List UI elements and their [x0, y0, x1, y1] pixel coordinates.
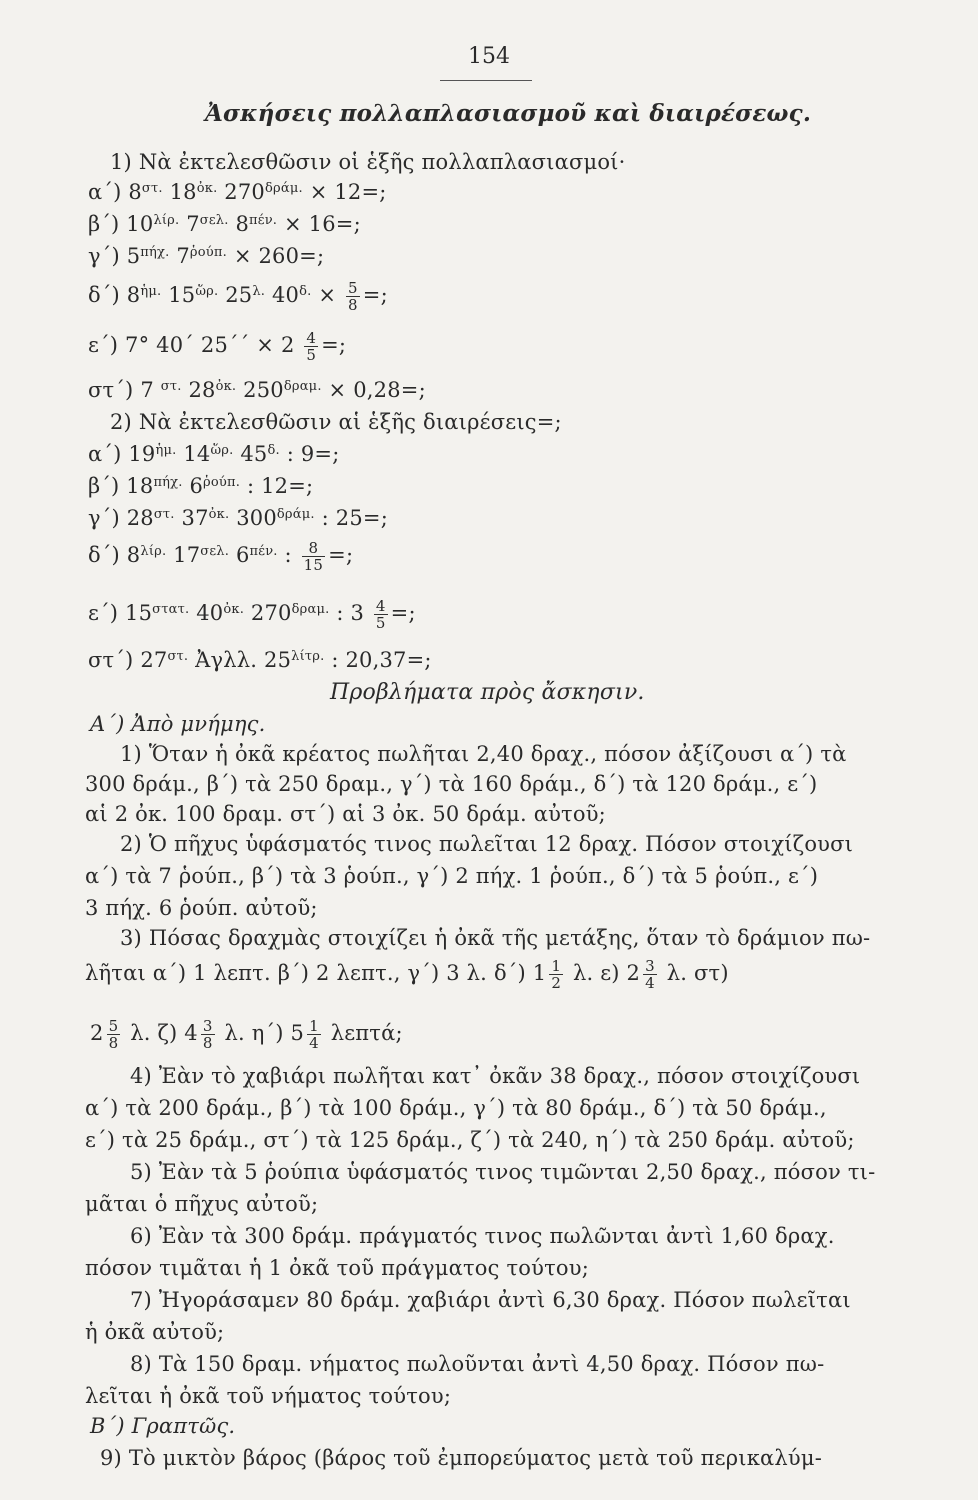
- exercise-2-intro: 2) Νὰ ἐκτελεσθῶσιν αἱ ἑξῆς διαιρέσεις=;: [110, 410, 562, 434]
- problem-9-line-1: 9) Τὸ μικτὸν βάρος (βάρος τοῦ ἐμπορεύματος μετὰ τοῦ περικαλύμ-: [100, 1446, 823, 1470]
- problem-5-line-2: μᾶται ὁ πῆχυς αὐτοῦ;: [85, 1192, 319, 1216]
- exercise-1-intro: 1) Νὰ ἐκτελεσθῶσιν οἱ ἑξῆς πολλαπλασιασμοί·: [110, 150, 626, 174]
- problem-4-line-1: 4) Ἐὰν τὸ χαβιάρι πωλῆται κατ᾽ ὀκᾶν 38 δραχ., πόσον στοιχίζουσι: [130, 1064, 861, 1088]
- problem-3-line-2: λῆται α΄) 1 λεπτ. β΄) 2 λεπτ., γ΄) 3 λ. δ΄) 1 $\frac{1}{2}$ λ. ε) 2 $\frac{3}{4}$ λ. στ): [85, 957, 729, 992]
- multiplication-e: ε΄) 7° 40΄ 25΄΄ × 2 $\frac{4}{5}$ =;: [88, 329, 347, 364]
- problem-4-line-2: α΄) τὰ 200 δράμ., β΄) τὰ 100 δράμ., γ΄) τὰ 80 δράμ., δ΄) τὰ 50 δράμ.,: [85, 1096, 827, 1120]
- division-f: στ΄) $27^{\sigma\tau.}$ Ἀγλλ. $25^{\lambda ί\tau\rho.}$ : 20,37=;: [88, 648, 432, 672]
- problem-3-line-3: 2 $\frac{5}{8}$ λ. ζ) 4 $\frac{3}{8}$ λ. η΄) 5 $\frac{1}{4}$ λεπτά;: [90, 1017, 403, 1052]
- fraction: $\frac{5}{8}$: [108, 1017, 119, 1052]
- problem-2-line-3: 3 πήχ. 6 ῥούπ. αὐτοῦ;: [85, 896, 318, 920]
- division-c: γ΄) $28^{\sigma\tau.}$ $37^{ὀ\kappa.}$ $300^{\delta\rho ά\mu.}$ : 25=;: [88, 506, 388, 530]
- problem-2-line-2: α΄) τὰ 7 ῥούπ., β΄) τὰ 3 ῥούπ., γ΄) 2 πήχ. 1 ῥούπ., δ΄) τὰ 5 ῥούπ., ε΄): [85, 864, 819, 888]
- problem-6-line-1: 6) Ἐὰν τὰ 300 δράμ. πράγματός τινος πωλῶνται ἀντὶ 1,60 δραχ.: [130, 1224, 835, 1248]
- problem-1-line-3: αἱ 2 ὀκ. 100 δραμ. στ΄) αἱ 3 ὀκ. 50 δράμ. αὐτοῦ;: [85, 802, 606, 826]
- problem-7-line-2: ἡ ὀκᾶ αὐτοῦ;: [85, 1320, 225, 1344]
- multiplication-f: στ΄) 7 $^{\sigma\tau.}$ $28^{ὀ\kappa.}$ $250^{\delta\rho\alpha\mu.} \times 0,28=$;: [88, 378, 426, 402]
- problem-4-line-3: ε΄) τὰ 25 δράμ., στ΄) τὰ 125 δράμ., ζ΄) τὰ 240, η΄) τὰ 250 δράμ. αὐτοῦ;: [85, 1128, 855, 1152]
- division-a: α΄) $19^{ἡ\mu.}$ $14^{ὥ\rho.}$ $45^{\delta.}$ : 9=;: [88, 442, 340, 466]
- fraction: $\frac{5}{8}$: [348, 279, 358, 314]
- fraction: $\frac{3}{8}$: [202, 1017, 213, 1052]
- fraction: $\frac{3}{4}$: [645, 957, 655, 992]
- page-number: 154: [468, 44, 510, 69]
- division-d: δ΄) $8^{\lambda ί\rho.}$ $17^{\sigma\varepsilon\lambda.}$ $6^{\pi έ\nu.}$ : $\frac{8}{15}$ =;: [88, 539, 354, 574]
- multiplication-d: δ΄) $8^{ἡ\mu.}$ $15^{ὥ\rho.}$ $25^{\lambda.}$ $40^{\delta.}$ × $\frac{5}{8}$ =;: [88, 279, 388, 314]
- division-e: ε΄) $15^{\sigma\tau\alpha\tau.}$ $40^{ὀ\kappa.}$ $270^{\delta\rho\alpha\mu.}$ : 3 $\frac{4}{5}$ =;: [88, 597, 416, 632]
- problem-7-line-1: 7) Ἠγοράσαμεν 80 δράμ. χαβιάρι ἀντὶ 6,30 δραχ. Πόσον πωλεῖται: [130, 1288, 851, 1312]
- multiplication-c: γ΄) $5^{\pi ή\chi.}$ $7^{ῥoύ\pi.} \times 260=$;: [88, 244, 325, 268]
- fraction: $\frac{1}{4}$: [309, 1017, 319, 1052]
- fraction: $\frac{4}{5}$: [375, 597, 386, 632]
- fraction: $\frac{4}{5}$: [306, 329, 317, 364]
- section-title-problems: Προβλήματα πρὸς ἄσκησιν.: [330, 680, 645, 705]
- page-number-rule: [440, 80, 532, 81]
- fraction: $\frac{8}{15}$: [303, 539, 324, 574]
- section-title-exercises: Ἀσκήσεις πολλαπλασιασμοῦ καὶ διαιρέσεως.: [205, 100, 812, 127]
- problem-1-line-2: 300 δράμ., β΄) τὰ 250 δραμ., γ΄) τὰ 160 δράμ., δ΄) τὰ 120 δράμ., ε΄): [85, 772, 818, 796]
- problem-6-line-2: πόσον τιμᾶται ἡ 1 ὀκᾶ τοῦ πράγματος τούτου;: [85, 1256, 590, 1280]
- problem-2-line-1: 2) Ὁ πῆχυς ὑφάσματός τινος πωλεῖται 12 δραχ. Πόσον στοιχίζουσι: [120, 832, 854, 856]
- problem-1-line-1: 1) Ὅταν ἡ ὀκᾶ κρέατος πωλῆται 2,40 δραχ., πόσον ἀξίζουσι α΄) τὰ: [120, 742, 847, 766]
- problem-5-line-1: 5) Ἐὰν τὰ 5 ῥούπια ὑφάσματός τινος τιμῶνται 2,50 δραχ., πόσον τι-: [130, 1160, 876, 1184]
- problem-8-line-1: 8) Τὰ 150 δραμ. νήματος πωλοῦνται ἀντὶ 4,50 δραχ. Πόσον πω-: [130, 1352, 825, 1376]
- subsection-mental: Α΄) Ἀπὸ μνήμης.: [90, 712, 266, 736]
- division-b: β΄) $18^{\pi ή\chi.}$ $6^{ῥoύ\pi.}$ : 12=;: [88, 474, 314, 498]
- multiplication-b: β΄) $10^{\lambda ί\rho.}$ $7^{\sigma\varepsilon\lambda.}$ $8^{\pi έ\nu.} \times 16=$;: [88, 212, 361, 236]
- subsection-written: Β΄) Γραπτῶς.: [90, 1414, 236, 1438]
- fraction: $\frac{1}{2}$: [551, 957, 562, 992]
- problem-8-line-2: λεῖται ἡ ὀκᾶ τοῦ νήματος τούτου;: [85, 1384, 452, 1408]
- problem-3-line-1: 3) Πόσας δραχμὰς στοιχίζει ἡ ὀκᾶ τῆς μετάξης, ὅταν τὸ δράμιον πω-: [120, 926, 871, 950]
- multiplication-a: α΄) $8^{\sigma\tau.}$ $18^{ὀ\kappa.}$ $270^{\delta\rho ά\mu.} \times 12=$;: [88, 180, 387, 204]
